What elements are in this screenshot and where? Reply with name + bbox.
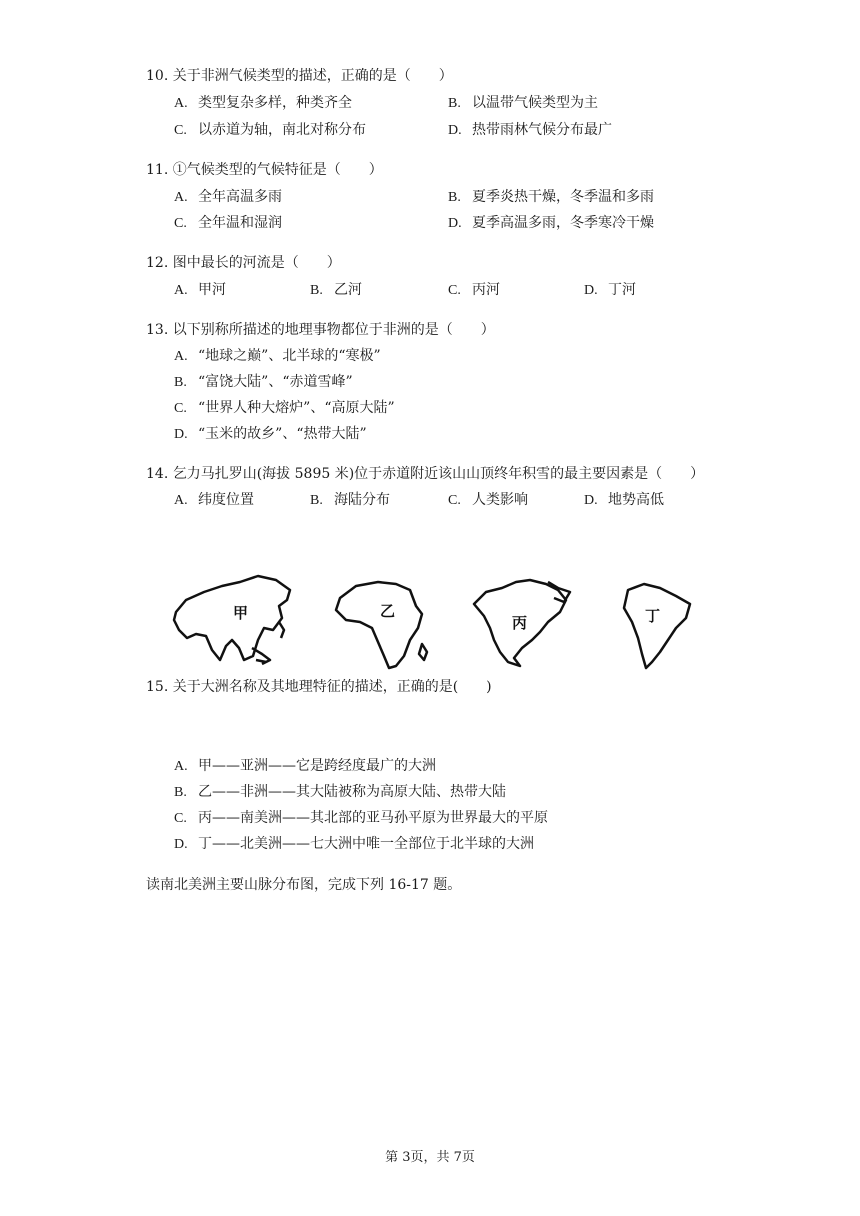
instruction-text: 读南北美洲主要山脉分布图，完成下列 16-17 题。 (146, 877, 462, 893)
question-14-option-a[interactable] (174, 490, 254, 511)
question-12-option-d[interactable] (584, 280, 636, 301)
option-text: 丙河 (472, 282, 500, 298)
option-text: 乙河 (334, 282, 362, 298)
option-text: 地势高低 (608, 492, 664, 508)
question-13-option-c[interactable] (174, 398, 395, 419)
map-label-ding: 丁 (645, 607, 661, 625)
map-label-bing: 丙 (512, 614, 528, 632)
option-letter: B. (174, 785, 187, 800)
question-11-option-b[interactable] (448, 187, 654, 208)
option-text: 全年高温多雨 (198, 189, 282, 205)
option-letter: D. (174, 427, 188, 442)
option-letter: B. (310, 283, 323, 298)
option-text: 夏季炎热干燥，冬季温和多雨 (472, 189, 654, 205)
option-letter: D. (584, 283, 598, 298)
question-13-stem: 13. 以下别称所描述的地理事物都位于非洲的是（ ） (146, 322, 495, 338)
question-14-option-c[interactable] (448, 490, 528, 511)
continent-ding-outline (624, 584, 690, 668)
question-11-stem: 11. ①气候类型的气候特征是（ ） (146, 162, 383, 178)
question-11-option-d[interactable] (448, 213, 654, 234)
option-letter: B. (174, 375, 187, 390)
option-letter: C. (448, 283, 461, 298)
option-text: 丁——北美洲——七大洲中唯一全部位于北半球的大洲 (198, 836, 534, 852)
option-text: 甲河 (198, 282, 226, 298)
option-letter: D. (174, 837, 188, 852)
option-letter: A. (174, 493, 188, 508)
question-10-option-a[interactable] (174, 93, 352, 114)
question-15-option-b[interactable] (174, 782, 506, 803)
question-14-option-d[interactable] (584, 490, 664, 511)
option-letter: D. (448, 216, 462, 231)
option-letter: A. (174, 283, 188, 298)
option-text: 乙——非洲——其大陆被称为高原大陆、热带大陆 (198, 784, 506, 800)
question-10-option-d[interactable] (448, 120, 612, 141)
question-13-option-d[interactable] (174, 424, 367, 445)
option-text: “玉米的故乡”、“热带大陆” (198, 426, 367, 442)
question-10-option-c[interactable] (174, 120, 366, 141)
option-text: “世界人种大熔炉”、“高原大陆” (198, 400, 395, 416)
island-madagascar (419, 644, 427, 660)
option-letter: B. (448, 190, 461, 205)
page-footer: 第 3页，共 7页 (385, 1150, 475, 1165)
option-text: 纬度位置 (198, 492, 254, 508)
continent-yi-outline (336, 582, 422, 668)
option-letter: C. (174, 123, 187, 138)
option-letter: C. (174, 811, 187, 826)
option-letter: A. (174, 190, 188, 205)
island-japan (279, 622, 284, 638)
option-text: 全年温和湿润 (198, 215, 282, 231)
option-text: 类型复杂多样，种类齐全 (198, 95, 352, 111)
option-text: 以温带气候类型为主 (472, 95, 598, 111)
option-letter: B. (448, 96, 461, 111)
option-text: 夏季高温多雨，冬季寒冷干燥 (472, 215, 654, 231)
question-11-option-a[interactable] (174, 187, 282, 208)
option-letter: C. (174, 216, 187, 231)
map-label-jia: 甲 (233, 604, 249, 622)
option-text: 热带雨林气候分布最广 (472, 122, 612, 138)
option-letter: A. (174, 759, 188, 774)
option-letter: D. (448, 123, 462, 138)
question-11-option-c[interactable] (174, 213, 282, 234)
question-14-option-b[interactable] (310, 490, 390, 511)
option-text: 丁河 (608, 282, 636, 298)
continent-jia-outline (174, 576, 290, 660)
island-greenland (548, 582, 570, 602)
question-12-option-c[interactable] (448, 280, 500, 301)
option-letter: B. (310, 493, 323, 508)
option-letter: A. (174, 349, 188, 364)
option-text: 丙——南美洲——其北部的亚马孙平原为世界最大的平原 (198, 810, 548, 826)
map-label-yi: 乙 (380, 602, 396, 620)
option-letter: A. (174, 96, 188, 111)
option-letter: C. (448, 493, 461, 508)
option-text: “富饶大陆”、“赤道雪峰” (198, 374, 353, 390)
continent-bing-outline (474, 580, 566, 666)
option-text: 以赤道为轴，南北对称分布 (198, 122, 366, 138)
question-13-option-b[interactable] (174, 372, 353, 393)
option-text: 甲——亚洲——它是跨经度最广的大洲 (198, 758, 436, 774)
question-12-stem: 12. 图中最长的河流是（ ） (146, 255, 341, 271)
question-12-option-a[interactable] (174, 280, 226, 301)
question-10-option-b[interactable] (448, 93, 598, 114)
question-14-stem: 14. 乞力马扎罗山(海拔 5895 米)位于赤道附近该山山顶终年积雪的最主要因素是（ ） (146, 466, 705, 482)
option-text: 海陆分布 (334, 492, 390, 508)
option-letter: D. (584, 493, 598, 508)
question-10-stem: 10. 关于非洲气候类型的描述，正确的是（ ） (146, 68, 453, 84)
option-text: 人类影响 (472, 492, 528, 508)
option-letter: C. (174, 401, 187, 416)
question-13-option-a[interactable] (174, 346, 381, 367)
question-15-option-c[interactable] (174, 808, 548, 829)
island-indonesia (256, 660, 266, 662)
question-15-stem: 15. 关于大洲名称及其地理特征的描述，正确的是( ) (146, 679, 492, 695)
option-text: “地球之巅”、北半球的“寒极” (198, 348, 381, 364)
question-15-option-d[interactable] (174, 834, 534, 855)
island-southeast-asia (252, 648, 270, 664)
question-15-option-a[interactable] (174, 756, 436, 777)
question-12-option-b[interactable] (310, 280, 362, 301)
